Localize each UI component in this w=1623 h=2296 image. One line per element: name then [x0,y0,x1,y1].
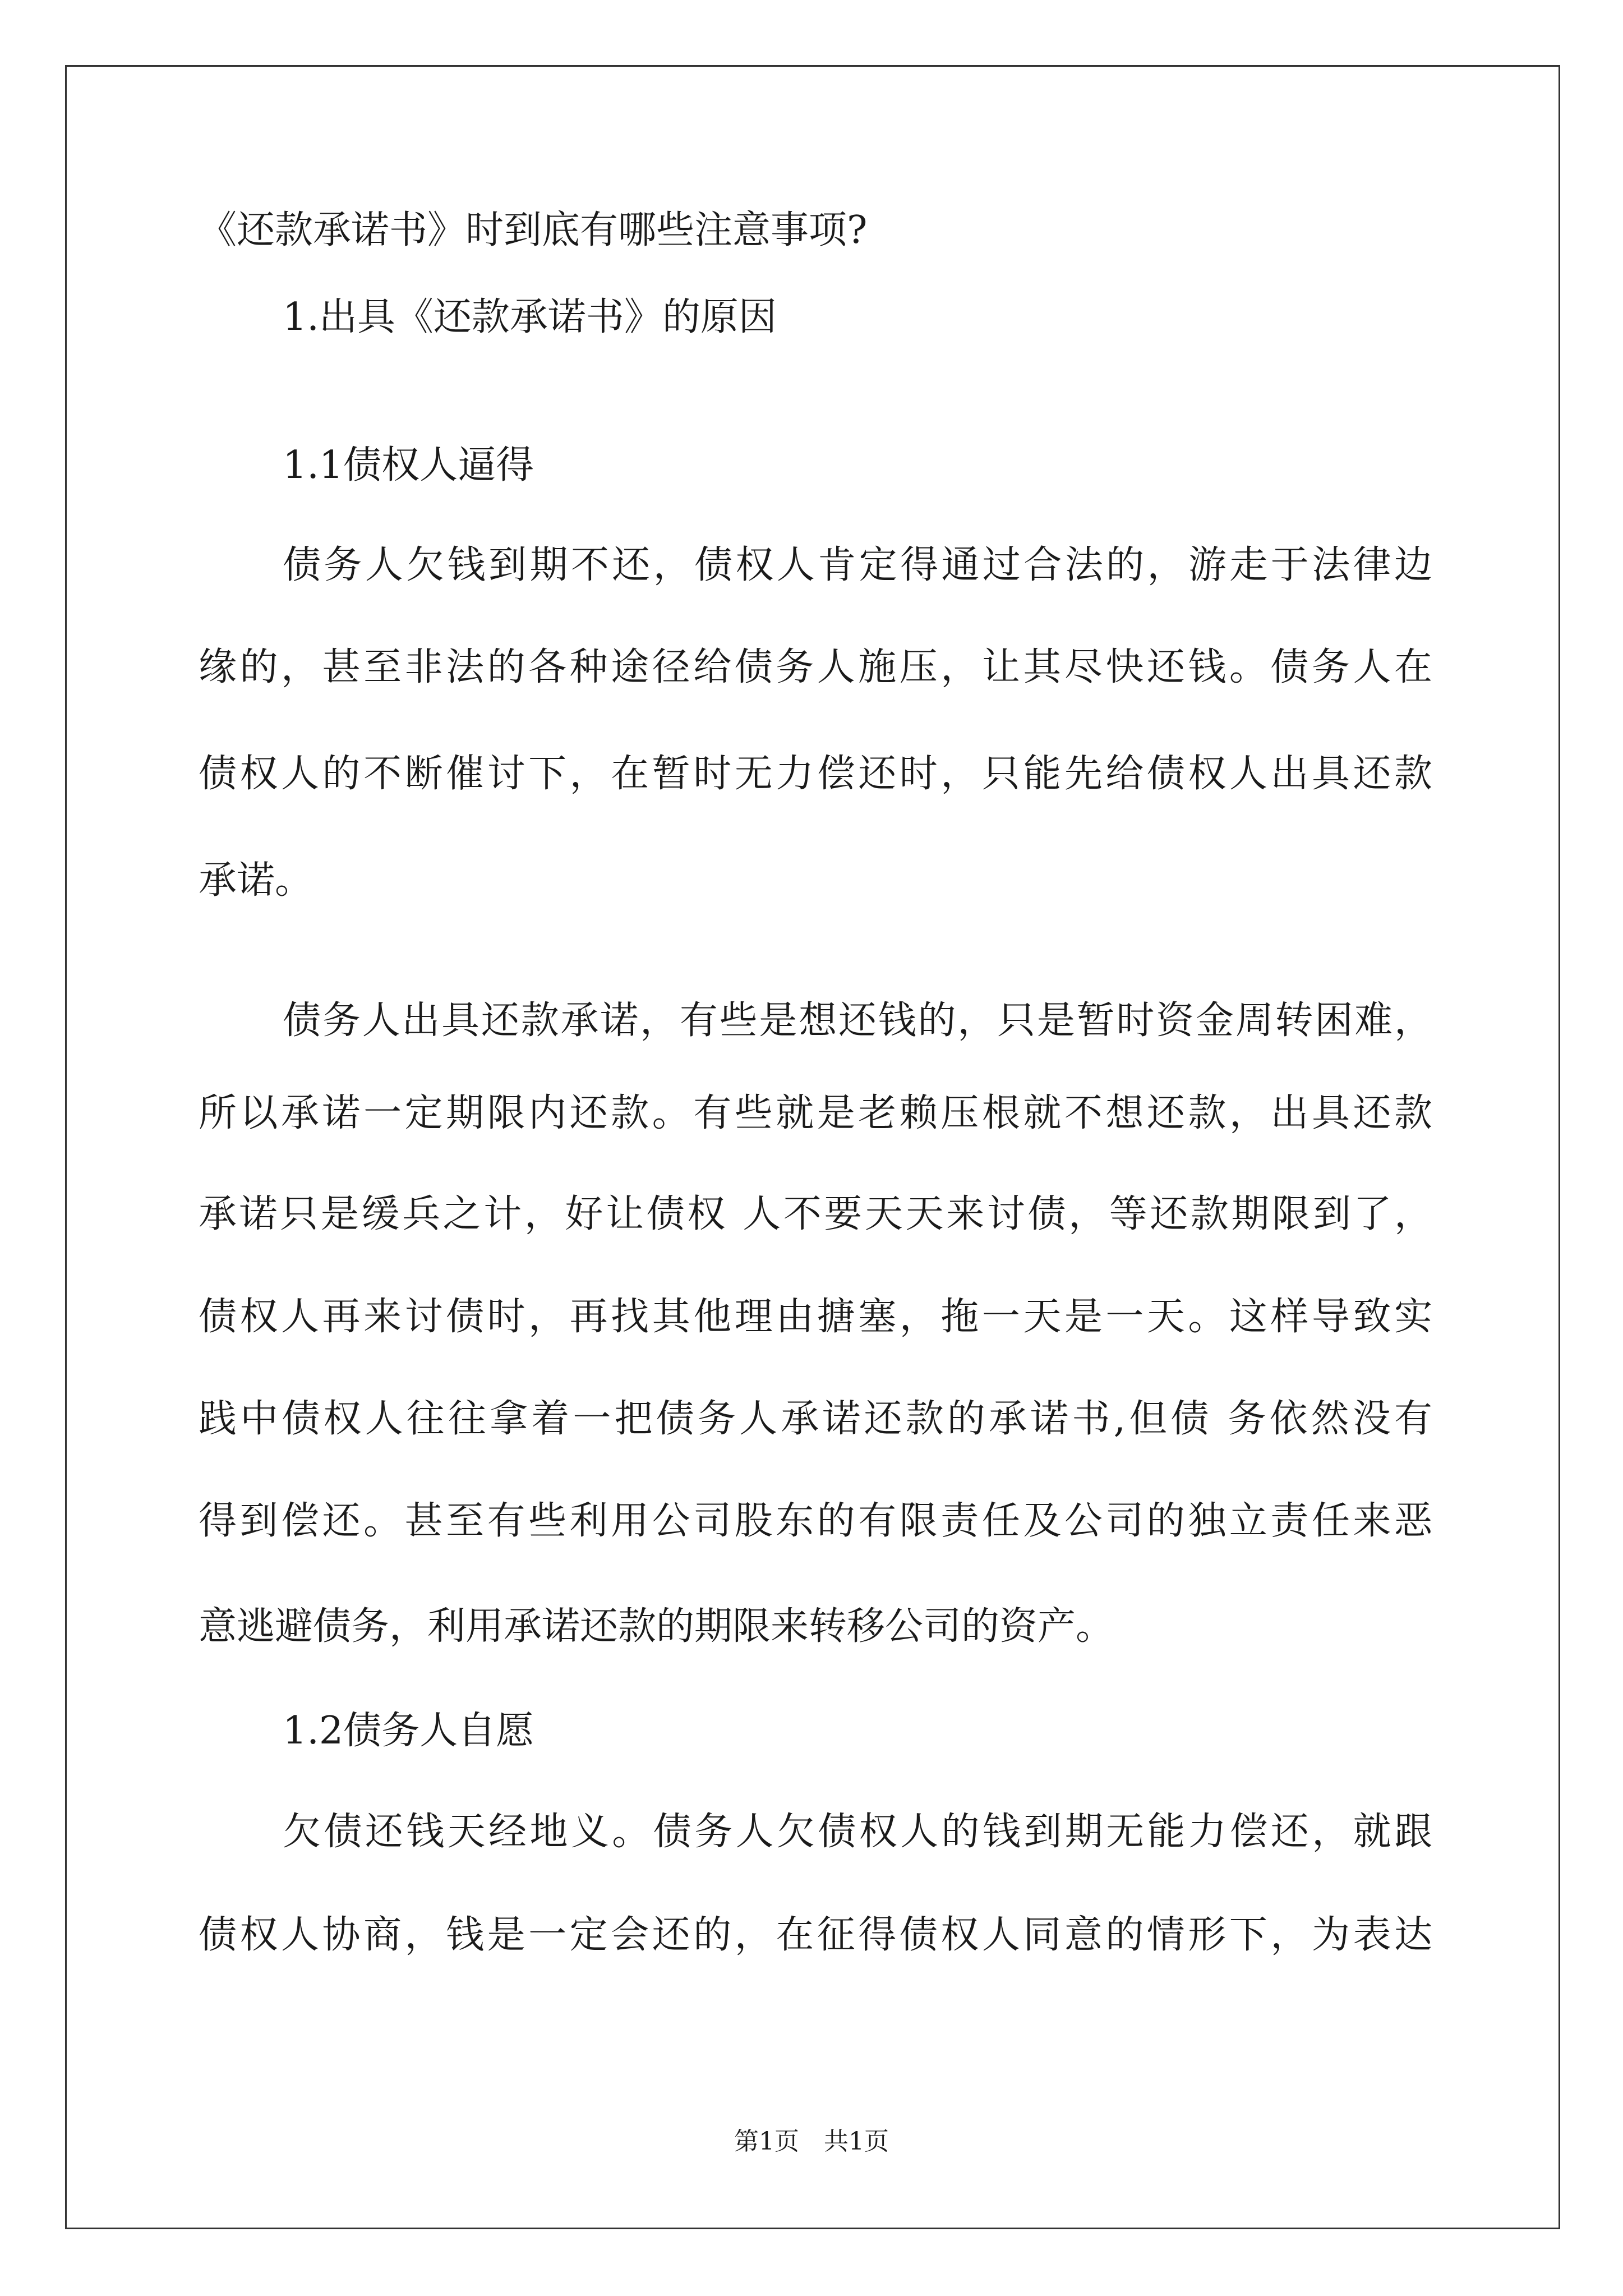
paragraph-line: 债务人欠钱到期不还，债权人肯定得通过合法的，游走于法律边 [283,543,1432,587]
paragraph-line: 践中债权人往往拿着一把债务人承诺还款的承诺书,但债 务依然没有 [199,1397,1432,1441]
document-heading: 《还款承诺书》时到底有哪些注意事项? [199,208,868,252]
page-border [65,65,1560,2229]
subsection-heading: 1.1债权人逼得 [283,443,534,487]
paragraph-line: 承诺。 [199,858,313,903]
paragraph-line: 承诺只是缓兵之计，好让债权 人不要天天来讨债，等还款期限到了， [199,1192,1432,1236]
paragraph-line: 缘的，甚至非法的各种途径给债务人施压，让其尽快还钱。债务人在 [199,645,1432,689]
paragraph-line: 债权人再来讨债时，再找其他理由搪塞，拖一天是一天。这样导致实 [199,1295,1432,1339]
paragraph-line: 得到偿还。甚至有些利用公司股东的有限责任及公司的独立责任来恶 [199,1499,1432,1543]
paragraph-line: 债务人出具还款承诺，有些是想还钱的，只是暂时资金周转困难， [283,999,1432,1043]
section-heading: 1.出具《还款承诺书》的原因 [283,295,777,339]
paragraph-line: 债权人的不断催讨下，在暂时无力偿还时，只能先给债权人出具还款 [199,752,1432,796]
page-footer: 第1页 共1页 [734,2127,889,2156]
paragraph-line: 欠债还钱天经地义。债务人欠债权人的钱到期无能力偿还，就跟 [283,1810,1432,1854]
subsection-heading: 1.2债务人自愿 [283,1709,534,1753]
paragraph-line: 债权人协商，钱是一定会还的，在征得债权人同意的情形下，为表达 [199,1913,1432,1957]
paragraph-line: 所以承诺一定期限内还款。有些就是老赖压根就不想还款，出具还款 [199,1091,1432,1135]
paragraph-line: 意逃避债务，利用承诺还款的期限来转移公司的资产。 [199,1604,1114,1649]
